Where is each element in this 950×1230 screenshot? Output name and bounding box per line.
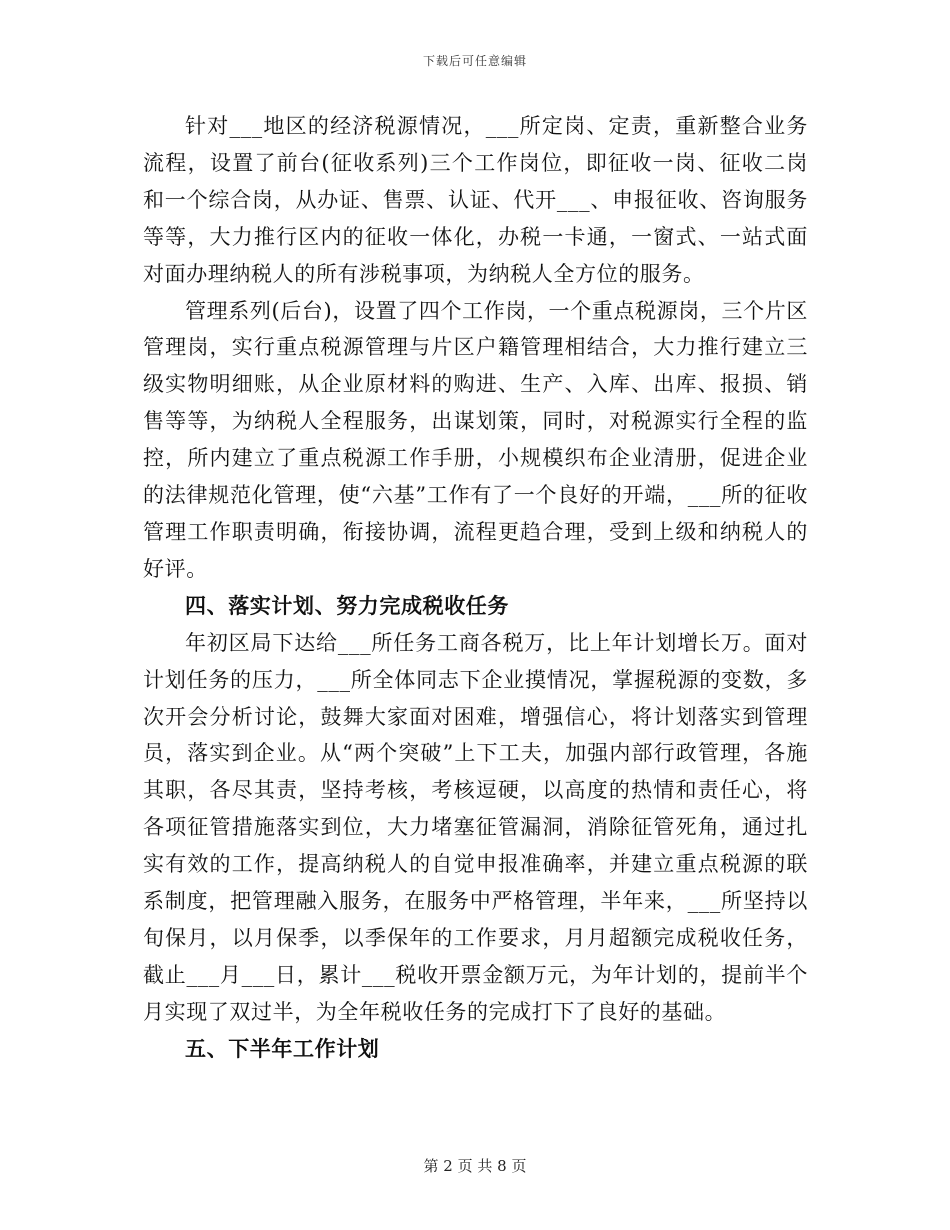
paragraph-back-office: 管理系列(后台)，设置了四个工作岗，一个重点税源岗，三个片区管理岗，实行重点税源管理与片区户籍管理相结合，大力推行建立三级实物明细账，从企业原材料的购进、生产、入库、出库、报损、销售等等，为纳税人全程服务，出谋划策，同时，对税源实行全程的监控，所内建立了重点税源工作手册，小规模织布企业清册，促进企业的法律规范化管理，使“六基”工作有了一个良好的开端，___所的征收管理工作职责明确，衔接协调，流程更趋合理，受到上级和纳税人的好评。	[143, 298, 808, 581]
section-heading-5: 五、下半年工作计划	[185, 1036, 380, 1061]
section-heading-4: 四、落实计划、努力完成税收任务	[185, 593, 509, 618]
paragraph-tax-plan: 年初区局下达给___所任务工商各税万，比上年计划增长万。面对计划任务的压力，___所全体同志下企业摸情况，掌握税源的变数，多次开会分析讨论，鼓舞大家面对困难，增强信心，将计划落实到管理员，落实到企业。从“两个突破”上下工夫，加强内部行政管理，各施其职，各尽其责，坚持考核，考核逗硬，以高度的热情和责任心，将各项征管措施落实到位，大力堵塞征管漏洞，消除征管死角，通过扎实有效的工作，提高纳税人的自觉申报准确率，并建立重点税源的联系制度，把管理融入服务，在服务中严格管理，半年来，___所坚持以旬保月，以月保季，以季保年的工作要求，月月超额完成税收任务，截止___月___日，累计___税收开票金额万元，为年计划的，提前半个月实现了双过半，为全年税收任务的完成打下了良好的基础。	[143, 630, 808, 1024]
page-footer: 第 2 页 共 8 页	[423, 1157, 527, 1175]
document-body	[143, 108, 808, 1068]
paragraph-front-desk: 针对___地区的经济税源情况，___所定岗、定责，重新整合业务流程，设置了前台(征收系列)三个工作岗位，即征收一岗、征收二岗和一个综合岗，从办证、售票、认证、代开___、申报征收、咨询服务等等，大力推行区内的征收一体化，办税一卡通，一窗式、一站式面对面办理纳税人的所有涉税事项，为纳税人全方位的服务。	[143, 114, 808, 286]
page-header: 下载后可任意编辑	[422, 54, 527, 68]
